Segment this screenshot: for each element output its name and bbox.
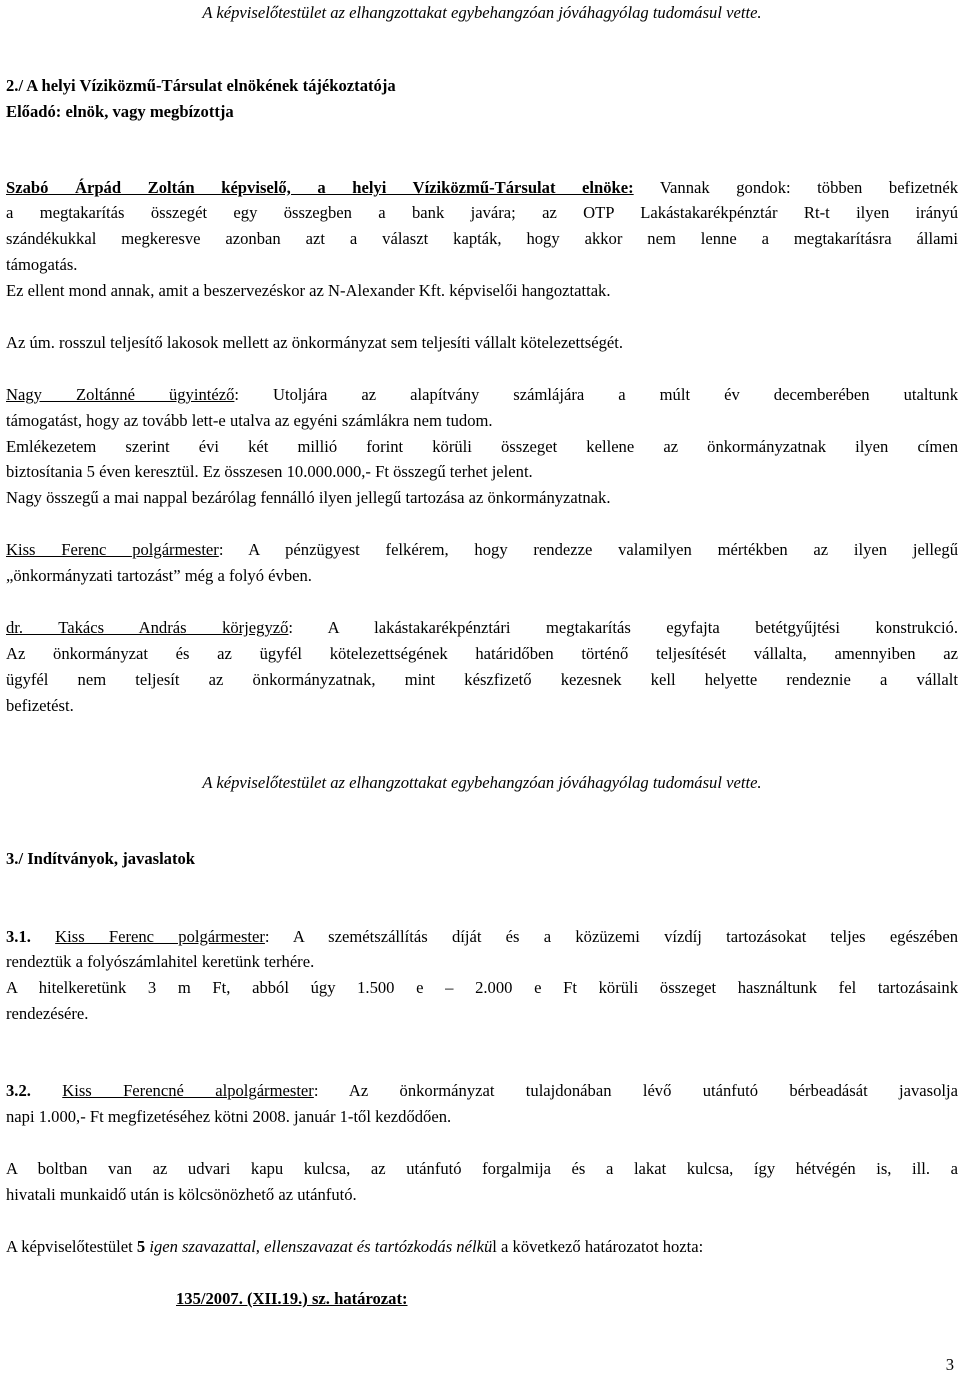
vote-statement <box>6 1236 703 1258</box>
paragraph-line <box>6 384 958 406</box>
section-2-title: 2./ A helyi Víziközmű-Társulat elnökének tájékoztatója <box>6 76 396 95</box>
paragraph-text: : A pénzügyest felkérem, hogy rendezze valamilyen mértékben az ilyen jellegű <box>218 540 958 559</box>
paragraph-text: : A szemétszállítás díját és a közüzemi vízdíj tartozásokat teljes egészében <box>264 927 958 946</box>
speaker-name: Nagy Zoltánné ügyintéző <box>6 385 235 404</box>
paragraph-line: rendeztük a folyószámlahitel keretünk terhére. <box>6 952 315 971</box>
speaker-name: Szabó Árpád Zoltán képviselő, a helyi Víziközmű-Társulat elnöke: <box>6 178 634 197</box>
paragraph-text: : Az önkormányzat tulajdonában lévő utánfutó bérbeadását javasolja <box>313 1081 958 1100</box>
item-number: 3.2. <box>6 1081 31 1100</box>
approval-note-top: A képviselőtestület az elhangzottakat egybehangzóan jóváhagyólag tudomásul vette. <box>202 3 762 22</box>
paragraph-line: Nagy összegű a mai nappal bezárólag fennálló ilyen jellegű tartozása az önkormányzatnak. <box>6 488 611 507</box>
paragraph-line: a megtakarítás összegét egy összegben a bank javára; az OTP Lakástakarékpénztár Rt-t ilyen irányú <box>6 203 958 222</box>
paragraph-line: A hitelkeretünk 3 m Ft, abból úgy 1.500 e – 2.000 e Ft körüli összeget használtunk fel tartozásaink <box>6 978 958 997</box>
paragraph-line: „önkormányzati tartozást” még a folyó évben. <box>6 566 312 585</box>
paragraph-text: : A lakástakarékpénztári megtakarítás egyfajta betétgyűjtési konstrukció. <box>288 618 958 637</box>
paragraph-line: Emlékezetem szerint évi két millió forint körüli összeget kellene az önkormányzatnak ilyen címen <box>6 437 958 456</box>
section-2-presenter: Előadó: elnök, vagy megbízottja <box>6 102 234 121</box>
paragraph-text: : Utoljára az alapítvány számlájára a múlt év decemberében utaltunk <box>234 385 958 404</box>
section-3-title: 3./ Indítványok, javaslatok <box>6 849 196 868</box>
paragraph-line: Az önkormányzat és az ügyfél kötelezettségének határidőben történő teljesítését vállalta, amennyiben az <box>6 644 958 663</box>
paragraph-line: Az úm. rosszul teljesítő lakosok mellett az önkormányzat sem teljesíti vállalt kötelezettségét. <box>6 333 624 352</box>
paragraph-line: támogatást, hogy az tovább lett-e utalva az egyéni számlákra nem tudom. <box>6 411 493 430</box>
paragraph-line: biztosítania 5 éven keresztül. Ez összesen 10.000.000,- Ft összegű terhet jelent. <box>6 462 533 481</box>
vote-count: 5 <box>136 1237 146 1256</box>
speaker-name: Kiss Ferencné alpolgármester <box>62 1081 314 1100</box>
speaker-name: Kiss Ferenc polgármester <box>6 540 219 559</box>
item-number: 3.1. <box>6 927 31 946</box>
paragraph-text: Vannak gondok: többen befizetnék <box>633 178 958 197</box>
resolution-heading: 135/2007. (XII.19.) sz. határozat: <box>176 1289 408 1308</box>
paragraph-line: támogatás. <box>6 255 78 274</box>
speaker-name: dr. Takács András körjegyző <box>6 618 289 637</box>
page-number: 3 <box>945 1355 954 1374</box>
vote-text: l a következő határozatot hozta: <box>492 1237 704 1256</box>
paragraph-line: Ez ellent mond annak, amit a beszervezéskor az N-Alexander Kft. képviselői hangoztattak. <box>6 281 611 300</box>
paragraph-line <box>6 926 958 948</box>
paragraph-line <box>6 1080 958 1102</box>
paragraph-line <box>6 539 958 561</box>
paragraph-line: ügyfél nem teljesít az önkormányzatnak, mint készfizető kezesnek kell helyette rendeznie a vállalt <box>6 670 958 689</box>
paragraph-line: hivatali munkaidő után is kölcsönözhető az utánfutó. <box>6 1185 357 1204</box>
speaker-name: Kiss Ferenc polgármester <box>55 927 265 946</box>
paragraph-line: rendezésére. <box>6 1004 89 1023</box>
paragraph-line <box>6 177 958 199</box>
paragraph-line <box>6 617 958 639</box>
vote-text: A képviselőtestület <box>6 1237 137 1256</box>
paragraph-line: napi 1.000,- Ft megfizetéséhez kötni 2008. január 1-től kezdődően. <box>6 1107 452 1126</box>
paragraph-line: A boltban van az udvari kapu kulcsa, az utánfutó forgalmija és a lakat kulcsa, így hétvégén is, ill. a <box>6 1159 958 1178</box>
approval-note: A képviselőtestület az elhangzottakat egybehangzóan jóváhagyólag tudomásul vette. <box>202 773 762 792</box>
vote-italic: igen szavazattal, ellenszavazat és tartózkodás nélkü <box>145 1237 493 1256</box>
paragraph-line: befizetést. <box>6 696 74 715</box>
paragraph-line: szándékukkal megkeresve azonban azt a választ kapták, hogy akkor nem lenne a megtakarításra állami <box>6 229 958 248</box>
